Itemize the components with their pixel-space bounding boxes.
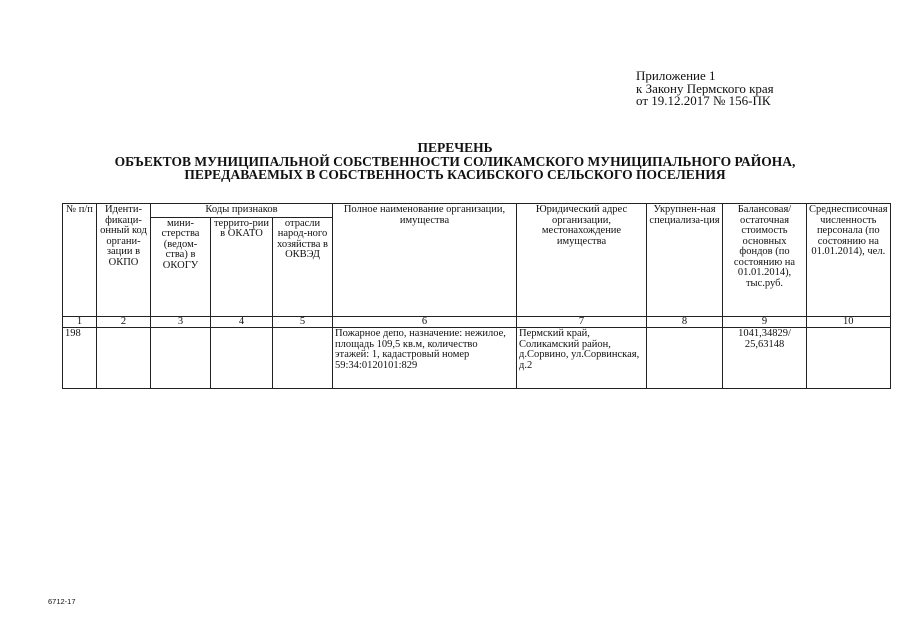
document-title (60, 141, 850, 182)
column-number: 6 (333, 316, 517, 328)
column-number: 4 (211, 316, 273, 328)
column-number: 9 (723, 316, 807, 328)
column-number: 7 (517, 316, 647, 328)
header-name: Полное наименование организации, имущества (333, 204, 517, 317)
column-number: 8 (647, 316, 723, 328)
table-row (63, 328, 891, 389)
header-codes-group: Коды признаков (151, 204, 333, 218)
header-okogu: мини-стерства (ведом-ства) в ОКОГУ (151, 217, 211, 316)
header-okpo: Иденти-фикаци-онный код органи-зации в ОКПО (97, 204, 151, 317)
appendix-line-2: к Закону Пермского края (636, 80, 774, 96)
cell-okogu (151, 328, 211, 389)
header-specialization: Укрупнен-ная специализа-ция (647, 204, 723, 317)
column-number: 2 (97, 316, 151, 328)
cell-balance: 1041,34829/ 25,63148 (723, 328, 807, 389)
title-line-1: ПЕРЕЧЕНЬ (417, 140, 493, 155)
header-okato: террито-рии в ОКАТО (211, 217, 273, 316)
header-okved: отрасли народ-ного хозяйства в ОКВЭД (273, 217, 333, 316)
cell-num: 198 (63, 328, 97, 389)
column-number: 5 (273, 316, 333, 328)
column-number: 3 (151, 316, 211, 328)
header-balance: Балансовая/ остаточная стоимость основных фондов (по состоянию на 01.01.2014), тыс.руб. (723, 204, 807, 317)
column-number: 1 (63, 316, 97, 328)
appendix-line-3: от 19.12.2017 № 156-ПК (636, 93, 771, 108)
title-line-3: ПЕРЕДАВАЕМЫХ В СОБСТВЕННОСТЬ КАСИБСКОГО СЕЛЬСКОГО ПОСЕЛЕНИЯ (184, 167, 726, 182)
cell-okato (211, 328, 273, 389)
appendix-line-1: Приложение 1 (636, 68, 716, 83)
cell-specialization (647, 328, 723, 389)
header-address: Юридический адрес организации, местонахождение имущества (517, 204, 647, 317)
appendix-block (636, 70, 774, 108)
document-code: 6712-17 (48, 597, 76, 606)
title-line-2: ОБЪЕКТОВ МУНИЦИПАЛЬНОЙ СОБСТВЕННОСТИ СОЛИКАМСКОГО МУНИЦИПАЛЬНОГО РАЙОНА, (114, 153, 796, 169)
header-num: № п/п (63, 204, 97, 317)
cell-name: Пожарное депо, назначение: нежилое, площадь 109,5 кв.м, количество этажей: 1, кадастровый номер 59:34:0120101:829 (333, 328, 517, 389)
cell-staff (807, 328, 891, 389)
column-number: 10 (807, 316, 891, 328)
header-staff: Среднесписочная численность персонала (по состоянию на 01.01.2014), чел. (807, 204, 891, 317)
cell-address: Пермский край, Соликамский район, д.Сорвино, ул.Сорвинская, д.2 (517, 328, 647, 389)
cell-okpo (97, 328, 151, 389)
cell-okved (273, 328, 333, 389)
property-table (62, 203, 891, 389)
